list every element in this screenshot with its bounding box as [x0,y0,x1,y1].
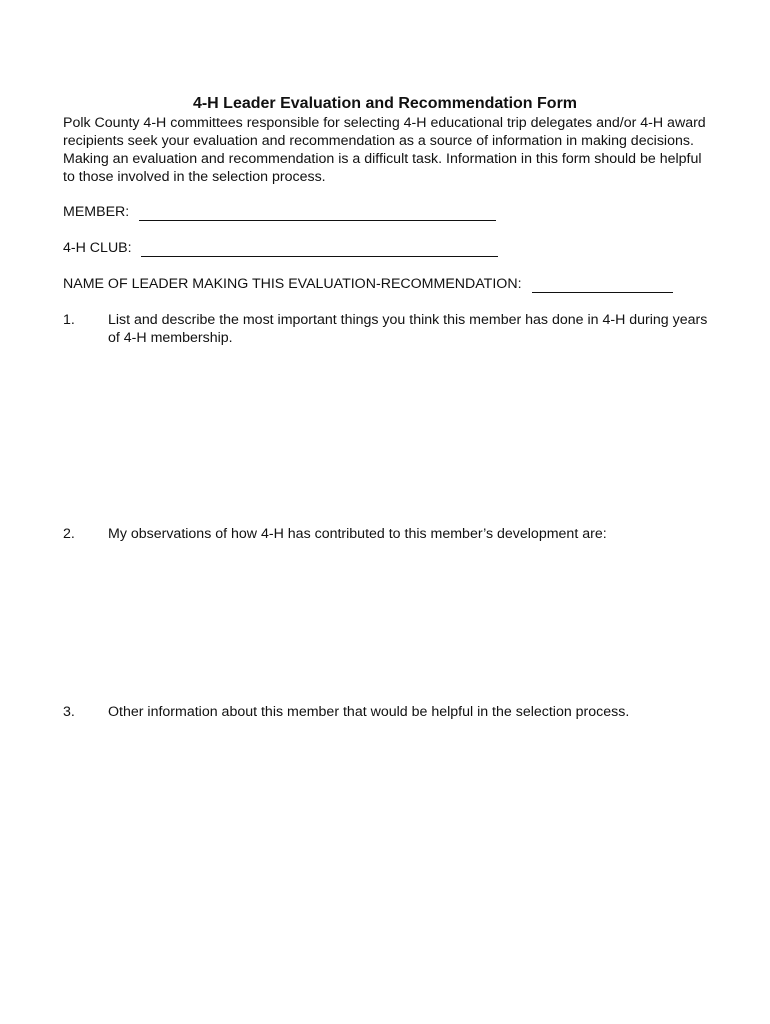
club-label: 4-H CLUB: [63,240,132,256]
leader-label: NAME OF LEADER MAKING THIS EVALUATION-RECOMMENDATION: [63,276,522,292]
question-number: 3. [63,704,75,720]
question-text: List and describe the most important things you think this member has done in 4-H during years of 4-H membership. [108,312,708,346]
intro-paragraph: Polk County 4-H committees responsible for selecting 4-H educational trip delegates and/or 4-H award recipients seek your evaluation and recommendation as a source of information in making decisions. Making an evaluation and recommendation is a difficult task. Information in this form should be helpful to those involved in the selection process. [63,115,706,185]
member-label: MEMBER: [63,204,130,220]
question-text: Other information about this member that would be helpful in the selection process. [108,704,630,720]
question-number: 2. [63,526,75,542]
leader-field-row [63,275,673,293]
question-number: 1. [63,312,75,328]
question-text: My observations of how 4-H has contributed to this member’s development are: [108,526,607,542]
member-field-row [63,203,496,221]
leader-input-line[interactable] [532,277,673,293]
member-input-line[interactable] [139,205,496,221]
club-field-row [63,239,498,257]
club-input-line[interactable] [141,241,498,257]
page-title: 4-H Leader Evaluation and Recommendation Form [192,95,578,112]
